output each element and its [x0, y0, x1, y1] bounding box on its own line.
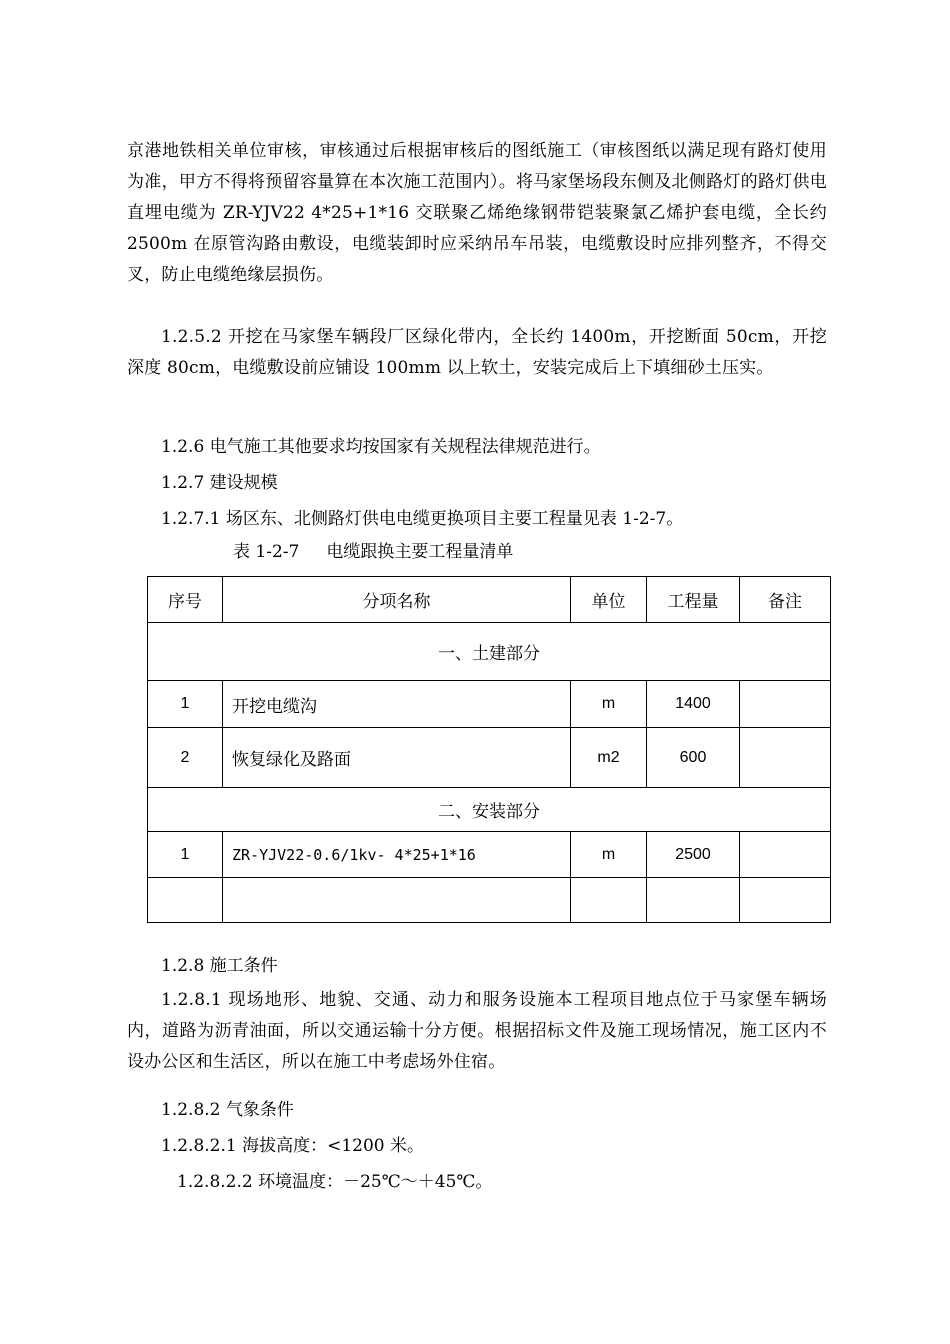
header-qty: 工程量 [647, 577, 740, 623]
table-row [148, 728, 831, 788]
section-row-civil [148, 623, 831, 681]
row2-unit: m2 [571, 728, 647, 788]
row4-unit [571, 878, 647, 923]
paragraph-1-2-7-1: 1.2.7.1 场区东、北侧路灯供电电缆更换项目主要工程量见表 1-2-7。 [161, 509, 684, 529]
row3-no: 1 [148, 832, 223, 878]
paragraph-1-2-8-2-2: 1.2.8.2.2 环境温度：－25℃～＋45℃。 [177, 1172, 493, 1192]
row1-remark [740, 681, 831, 728]
section-install-label: 二、安装部分 [148, 788, 831, 832]
row4-remark [740, 878, 831, 923]
table-row [148, 878, 831, 923]
header-remark: 备注 [740, 577, 831, 623]
row3-name: ZR-YJV22-0.6/1kv- 4*25+1*16 [223, 832, 571, 878]
paragraph-1-2-5-2: 1.2.5.2 开挖在马家堡车辆段厂区绿化带内，全长约 1400m，开挖断面 50cm，开挖深度 80cm，电缆敷设前应铺设 100mm 以上软土，安装完成后上下填细砂土压实。 [127, 327, 827, 378]
header-unit: 单位 [571, 577, 647, 623]
row1-no: 1 [148, 681, 223, 728]
row1-qty: 1400 [647, 681, 740, 728]
paragraph-cable-spec: 京港地铁相关单位审核，审核通过后根据审核后的图纸施工（审核图纸以满足现有路灯使用为准，甲方不得将预留容量算在本次施工范围内）。将马家堡场段东侧及北侧路灯的路灯供电直埋电缆为 ZR-YJV22 4*25+1*16 交联聚乙烯绝缘钢带铠装聚氯乙烯护套电缆，全长约 2500m 在原管沟路由敷设，电缆装卸时应采纳吊车吊装，电缆敷设时应排列整齐，不得交叉，防止电缆绝缘层损伤。 [127, 141, 827, 285]
table-header-row [148, 577, 831, 623]
row1-name: 开挖电缆沟 [223, 681, 571, 728]
row2-remark [740, 728, 831, 788]
row3-qty: 2500 [647, 832, 740, 878]
row4-no [148, 878, 223, 923]
heading-1-2-8: 1.2.8 施工条件 [161, 956, 278, 976]
row2-qty: 600 [647, 728, 740, 788]
table-row [148, 681, 831, 728]
heading-1-2-7: 1.2.7 建设规模 [161, 473, 278, 493]
section-civil-label: 一、土建部分 [148, 623, 831, 681]
header-no: 序号 [148, 577, 223, 623]
table-caption: 表 1-2-7 电缆跟换主要工程量清单 [233, 542, 514, 562]
paragraph-1-2-8-2-1: 1.2.8.2.1 海拔高度：<1200 米。 [161, 1136, 425, 1156]
table-row [148, 832, 831, 878]
paragraph-1-2-8-1: 1.2.8.1 现场地形、地貌、交通、动力和服务设施本工程项目地点位于马家堡车辆场内，道路为沥青油面，所以交通运输十分方便。根据招标文件及施工现场情况，施工区内不设办公区和生活区，所以在施工中考虑场外住宿。 [127, 990, 827, 1072]
row4-qty [647, 878, 740, 923]
row2-name: 恢复绿化及路面 [223, 728, 571, 788]
row3-remark [740, 832, 831, 878]
row1-unit: m [571, 681, 647, 728]
section-row-install [148, 788, 831, 832]
heading-1-2-8-2: 1.2.8.2 气象条件 [161, 1100, 294, 1120]
quantity-table [147, 576, 831, 923]
paragraph-1-2-6: 1.2.6 电气施工其他要求均按国家有关规程法律规范进行。 [161, 437, 601, 457]
row3-unit: m [571, 832, 647, 878]
row2-no: 2 [148, 728, 223, 788]
row4-name [223, 878, 571, 923]
header-name: 分项名称 [223, 577, 571, 623]
